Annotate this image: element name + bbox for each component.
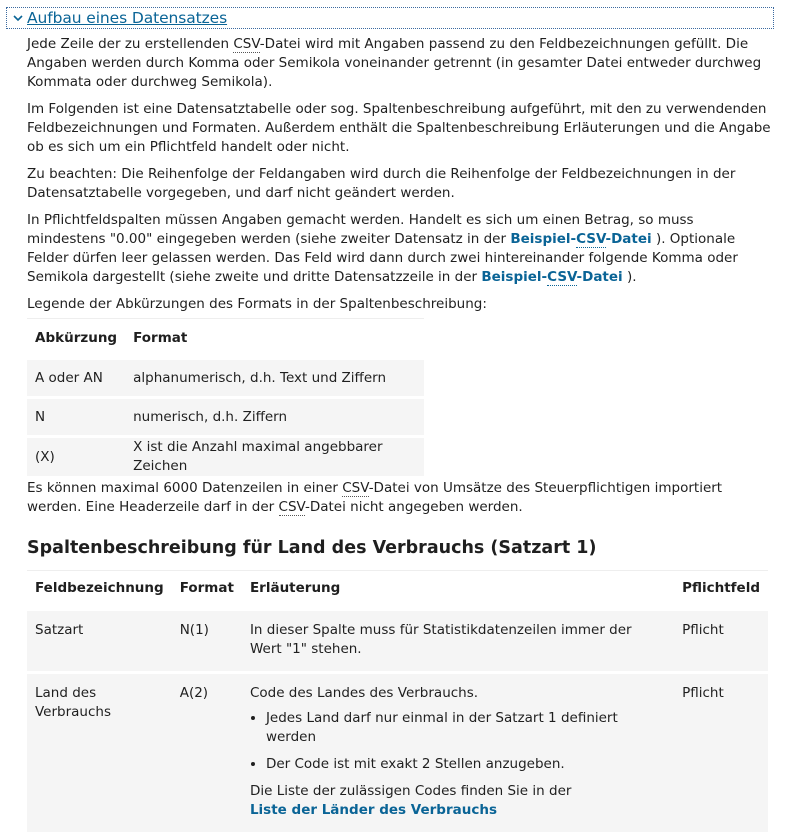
example-csv-link-1[interactable] bbox=[510, 231, 651, 248]
list-item: • Jedes Land darf nur einmal in der Satzart 1 definiert werden bbox=[266, 709, 666, 747]
field-required: Pflicht bbox=[674, 673, 768, 832]
header-erlaeuterung: Erläuterung bbox=[242, 571, 674, 610]
header-feldbezeichnung: Feldbezeichnung bbox=[27, 571, 172, 610]
chevron-down-icon bbox=[11, 11, 25, 25]
example-csv-link-2[interactable] bbox=[481, 269, 622, 286]
csv-abbr: CSV bbox=[547, 269, 576, 286]
link-text: Beispiel- bbox=[510, 231, 576, 247]
table-row bbox=[27, 398, 424, 437]
list-item: • Der Code ist mit exakt 2 Stellen anzugeben. bbox=[266, 755, 666, 774]
field-required: Pflicht bbox=[674, 610, 768, 673]
accordion-title[interactable]: Aufbau eines Datensatzes bbox=[27, 9, 227, 28]
field-name: Land des Verbrauchs bbox=[27, 673, 172, 832]
csv-abbr: CSV bbox=[342, 480, 368, 497]
accordion-content bbox=[27, 35, 772, 832]
import-limit-text bbox=[27, 479, 772, 517]
field-format: A(2) bbox=[172, 673, 242, 832]
description-text: Code des Landes des Verbrauchs. bbox=[250, 684, 666, 703]
text: -Datei von Umsätze des Steuerpflichtigen importiert werden. Eine Headerzeile darf in der bbox=[27, 480, 722, 515]
text: -Datei nicht angegeben werden. bbox=[305, 499, 523, 515]
legend-intro: Legende der Abkürzungen des Formats in der Spaltenbeschreibung: bbox=[27, 295, 772, 314]
text: In Pflichtfeldspalten müssen Angaben gemacht werden. Handelt es sich um einen Betrag, so muss mindestens "0.00" eingegeben werden (siehe zweiter Datensatz in der bbox=[27, 212, 694, 247]
accordion-toggle[interactable] bbox=[6, 7, 774, 29]
csv-abbr: CSV bbox=[233, 36, 259, 53]
table-row bbox=[27, 437, 424, 477]
table-row bbox=[27, 359, 424, 398]
legend-format: alphanumerisch, d.h. Text und Ziffern bbox=[125, 359, 424, 398]
csv-abbr: CSV bbox=[576, 231, 605, 248]
link-text: Beispiel- bbox=[481, 269, 547, 285]
field-name: Satzart bbox=[27, 610, 172, 673]
legend-abbr: (X) bbox=[27, 437, 125, 477]
intro-paragraph-4 bbox=[27, 211, 772, 287]
text: Jede Zeile der zu erstellenden bbox=[27, 36, 233, 52]
text: Es können maximal 6000 Datenzeilen in einer bbox=[27, 480, 342, 496]
section-heading: Spaltenbeschreibung für Land des Verbrauchs (Satzart 1) bbox=[27, 539, 772, 558]
header-pflichtfeld: Pflichtfeld bbox=[674, 571, 768, 610]
legend-abbr: A oder AN bbox=[27, 359, 125, 398]
table-row bbox=[27, 673, 768, 832]
legend-table bbox=[27, 318, 424, 476]
link-text: -Datei bbox=[606, 231, 652, 247]
field-description: In dieser Spalte muss für Statistikdatenzeilen immer der Wert "1" stehen. bbox=[242, 610, 674, 673]
intro-paragraph-2: Im Folgenden ist eine Datensatztabelle oder sog. Spaltenbeschreibung aufgeführt, mit den zu verwendenden Feldbezeichnungen und Formaten. Außerdem enthält die Spaltenbeschreibung Erläuterungen und die Angabe ob es sich um ein Pflichtfeld handelt oder nicht. bbox=[27, 100, 772, 157]
fields-table bbox=[27, 570, 768, 832]
intro-paragraph-3: Zu beachten: Die Reihenfolge der Feldangaben wird durch die Reihenfolge der Feldbezeichnungen in der Datensatztabelle vorgegeben, und darf nicht geändert werden. bbox=[27, 165, 772, 203]
legend-header-row bbox=[27, 319, 424, 359]
field-description bbox=[242, 673, 674, 832]
csv-abbr: CSV bbox=[279, 499, 305, 516]
text: ). Optionale Felder dürfen leer gelassen werden. Das Feld wird dann durch zwei hintereinander folgende Komma oder Semikola dargestellt (siehe zweite und dritte Datensatzzeile in der bbox=[27, 231, 738, 285]
table-row bbox=[27, 610, 768, 673]
intro-paragraph-1 bbox=[27, 35, 772, 92]
legend-format: numerisch, d.h. Ziffern bbox=[125, 398, 424, 437]
header-format: Format bbox=[172, 571, 242, 610]
legend-format: X ist die Anzahl maximal angebbarer Zeichen bbox=[125, 437, 424, 477]
country-list-link[interactable]: Liste der Länder des Verbrauchs bbox=[250, 802, 497, 818]
fields-header-row bbox=[27, 571, 768, 610]
link-text: -Datei bbox=[577, 269, 623, 285]
text: -Datei wird mit Angaben passend zu den Feldbezeichnungen gefüllt. Die Angaben werden durch Komma oder Semikola voneinander getrennt (in gesamter Datei entweder durchweg Kommata oder durchweg Semikola). bbox=[27, 36, 761, 90]
rule-list bbox=[250, 709, 666, 774]
legend-header-abbr: Abkürzung bbox=[27, 319, 125, 359]
legend-header-format: Format bbox=[125, 319, 424, 359]
codes-note: Die Liste der zulässigen Codes finden Sie in der bbox=[250, 782, 666, 801]
text: ). bbox=[623, 269, 637, 285]
field-format: N(1) bbox=[172, 610, 242, 673]
legend-abbr: N bbox=[27, 398, 125, 437]
